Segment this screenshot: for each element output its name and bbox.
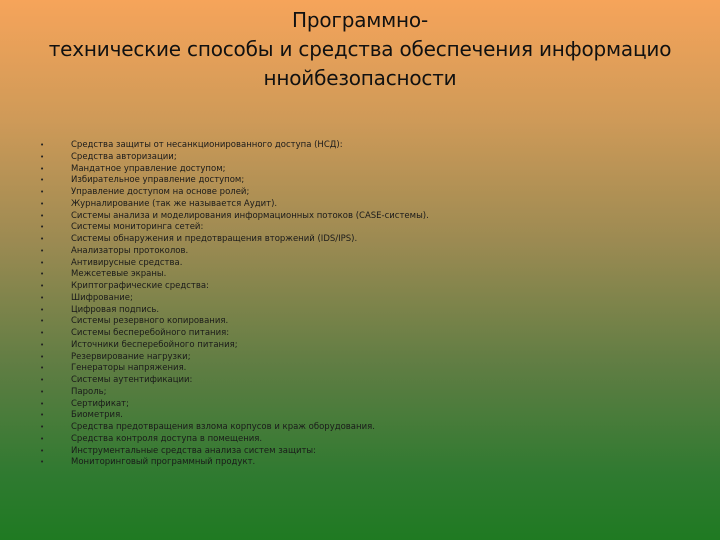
list-item-text: Системы бесперебойного питания: xyxy=(71,328,230,338)
list-item-text: Системы резервного копирования. xyxy=(71,316,229,327)
bullet-list xyxy=(40,140,690,469)
bullet-icon: • xyxy=(40,340,45,349)
list-item xyxy=(40,399,690,411)
bullet-icon: • xyxy=(40,152,45,161)
list-item xyxy=(40,375,690,387)
list-item-text: Управление доступом на основе ролей; xyxy=(71,187,250,197)
list-item-text: Анализаторы протоколов. xyxy=(71,245,189,256)
bullet-icon: • xyxy=(40,458,45,467)
list-item xyxy=(40,293,690,305)
list-item-text: Сертификат; xyxy=(71,398,129,409)
bullet-icon: • xyxy=(40,411,45,420)
list-item-text: Инструментальные средства анализа систем защиты: xyxy=(71,445,317,456)
list-item xyxy=(40,305,690,317)
bullet-icon: • xyxy=(40,364,45,373)
bullet-icon: • xyxy=(40,164,45,173)
list-item-text: Системы обнаружения и предотвращения вторжений (IDS/IPS). xyxy=(71,234,358,244)
list-item-text: Мониторинговый программный продукт. xyxy=(71,457,256,468)
list-item-text: Пароль; xyxy=(71,386,107,397)
list-item xyxy=(40,281,690,293)
list-item xyxy=(40,246,690,258)
list-item xyxy=(40,457,690,469)
list-item-text: Мандатное управление доступом; xyxy=(71,163,226,174)
list-item xyxy=(40,434,690,446)
list-item-text: Системы мониторинга сетей: xyxy=(71,222,204,233)
list-item xyxy=(40,258,690,270)
bullet-icon: • xyxy=(40,199,45,208)
bullet-icon: • xyxy=(40,270,45,279)
list-item xyxy=(40,446,690,458)
list-item-text: Цифровая подпись. xyxy=(71,304,160,315)
list-item xyxy=(40,164,690,176)
bullet-icon: • xyxy=(40,352,45,361)
bullet-icon: • xyxy=(40,258,45,267)
list-item xyxy=(40,328,690,340)
bullet-icon: • xyxy=(40,211,45,220)
list-item-text: Средства авторизации; xyxy=(71,151,177,162)
bullet-icon: • xyxy=(40,434,45,443)
bullet-icon: • xyxy=(40,176,45,185)
list-item-text: Избирательное управление доступом; xyxy=(71,175,245,186)
list-item-text: Межсетевые экраны. xyxy=(71,269,167,280)
list-item xyxy=(40,422,690,434)
bullet-icon: • xyxy=(40,305,45,314)
bullet-icon: • xyxy=(40,376,45,384)
list-item xyxy=(40,363,690,375)
list-item xyxy=(40,352,690,364)
list-item xyxy=(40,222,690,234)
bullet-icon: • xyxy=(40,423,45,431)
bullet-icon: • xyxy=(40,387,45,396)
list-item-text: Средства контроля доступа в помещения. xyxy=(71,433,263,444)
list-item xyxy=(40,269,690,281)
list-item-text: Резервирование нагрузки; xyxy=(71,351,191,362)
list-item xyxy=(40,387,690,399)
list-item xyxy=(40,410,690,422)
title-line-1: Программно- xyxy=(292,8,428,32)
bullet-icon: • xyxy=(40,235,45,243)
list-item xyxy=(40,152,690,164)
list-item-text: Генераторы напряжения. xyxy=(71,363,187,374)
list-item-text: Системы анализа и моделирования информационных потоков (CASE-системы). xyxy=(71,210,429,221)
list-item xyxy=(40,340,690,352)
bullet-icon: • xyxy=(40,188,45,196)
list-item-text: Шифрование; xyxy=(71,292,133,303)
bullet-icon: • xyxy=(40,329,45,337)
list-item-text: Криптографические средства: xyxy=(71,281,209,291)
list-item-text: Системы аутентификации: xyxy=(71,375,193,385)
bullet-icon: • xyxy=(40,446,45,455)
bullet-icon: • xyxy=(40,246,45,255)
list-item-text: Антивирусные средства. xyxy=(71,257,183,268)
list-item-text: Средства защиты от несанкционированного доступа (НСД): xyxy=(71,140,343,150)
list-item xyxy=(40,175,690,187)
list-item xyxy=(40,140,690,152)
list-item-text: Средства предотвращения взлома корпусов и краж оборудования. xyxy=(71,422,375,432)
list-item xyxy=(40,211,690,223)
list-item xyxy=(40,234,690,246)
list-item-text: Журналирование (так же называется Аудит). xyxy=(71,198,278,209)
bullet-icon: • xyxy=(40,282,45,290)
list-item-text: Источники бесперебойного питания; xyxy=(71,339,238,350)
bullet-icon: • xyxy=(40,141,45,149)
list-item xyxy=(40,199,690,211)
title-line-3: ннойбезопасности xyxy=(263,66,457,90)
bullet-icon: • xyxy=(40,399,45,408)
list-item xyxy=(40,187,690,199)
bullet-icon: • xyxy=(40,223,45,232)
bullet-icon: • xyxy=(40,293,45,302)
slide-title xyxy=(0,6,720,93)
title-line-2: технические способы и средства обеспечения информацио xyxy=(48,37,672,61)
bullet-icon: • xyxy=(40,317,45,326)
list-item xyxy=(40,316,690,328)
list-item-text: Биометрия. xyxy=(71,410,123,421)
